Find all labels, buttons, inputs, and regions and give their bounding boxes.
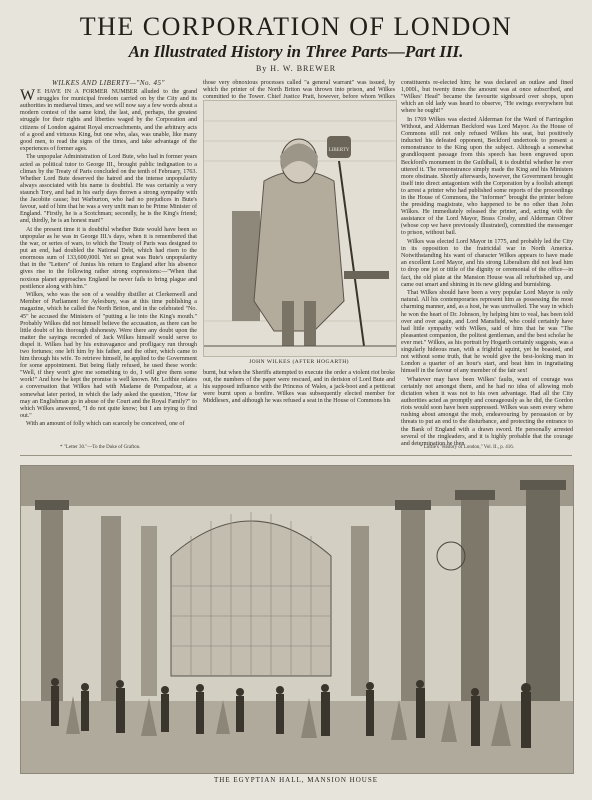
paragraph: That Wilkes should have been a very popular Lord Mayor is only natural. All his contemporaries represent him as possessing the most charming manner, and, as a host, he was unrivalled. The way in which he won the heart of Dr. Johnson, by helping him to veal, has been told over and over again, and Lord Mansfield, who could certainly have had little sympathy with Wilkes, said of him that he was "The pleasantest companion, the politest gentleman, and the best scholar he ever met." Wilkes, as his portrait by Hogarth certainly suggests, was a singularly hideous man, with a frightful squint, yet he boasted, and not without some truth, that he would give the best-looking man in London a quarter of an hour's start, and beat him in ingratiating himself in the favour of any member of the fair sex! [401,290,573,375]
footnote: * "Letter 30."—To the Duke of Grafton. [60,445,141,450]
paragraph: constituents re-elected him; he was declared an outlaw and fined 1,000l., but twenty times the amount was at once subscribed, and "Wilkes' Head" became the favourite signboard over shops, upon which an old lady was heard to observe, "He swings everywhere but where he ought!" [401,80,573,115]
paragraph: W E HAVE IN A FORMER NUMBER alluded to the grand struggles for municipal freedom carried on by the City and its authorities in mediæval times, and we will now say a few words about a modern contest of the same kind, the last, and, perhaps, the greatest struggle for their rights and liberties waged by the Corporation and citizens of London against Royal encroachments, and the arbitrary acts of a good and virtuous King, but one who, alas, was unable, like many good men, to read the signs of the times, and take advantage of the experiences of former ages. [20,87,197,152]
portrait-caption: JOHN WILKES (AFTER HOGARTH) [249,359,349,365]
portrait-engraving [204,101,396,356]
egyptian-hall-illustration [20,465,574,774]
page-title: THE CORPORATION OF LONDON [79,12,513,41]
paragraph: At the present time it is doubtful whether Bute would have been so unpopular as he was in George III.'s days, when it is remembered that the war, or series of wars, to which the Treaty of Paris was designed to put an end, had doubled the National Debt, which had risen to the enormous sum of 133,600,000l. Yet so great was Bute's unpopularity that in the "Letters" of Junius his return to England after his absence gives rise to the following rather strong expressions:—"When that noxious planet approaches England he never fails to bring plague and pestilence along with him." [20,226,197,290]
page-subtitle: An Illustrated History in Three Parts—Part III. [128,42,464,61]
column-2-bottom [203,370,395,430]
paragraph: In 1769 Wilkes was elected Alderman for the Ward of Farringdon Without, and Alderman Beckford was Lord Mayor. As the House of Commons still not only refused Wilkes his seat, but positively inducted his defeated opponent, Beckford undertook to present a remonstrance to the King upon the subject. Although a somewhat grandiloquent passage from this speech has been engraved upon Beckford's monument in the Guildhall, it is doubtful whether he ever uttered it. The remonstrance simply made the King and his Ministers more obstinate. Shortly afterwards, however, the Government brought itself into direct antagonism with the Corporation by a foolish attempt to arrest a printer who had published some reports of the proceedings in the House of Commons, the "informer" brought the printer before the presiding magistrate, who happened to be no other than John Wilkes. He immediately released the printer, and, acting with the assistance of the Lord Mayor, Brass Crosby, and Alderman Oliver (whose cop we have previously illustrated), committed the messenger to prison, without bail. [401,116,573,237]
paragraph: With an amount of folly which can scarcely be conceived, one of [26,421,185,428]
byline: By H. W. BREWER [255,64,337,73]
portrait-illustration [203,100,397,357]
paragraph: Wilkes was elected Lord Mayor in 1775, and probably led the City in its opposition to the fratricidal war in North America. Notwithstanding his want of character Wilkes appears to have made an excellent Lord Mayor, and his strong Liberalism did not lead him to drop one jot or tittle of the dignity or ceremonial of the office—in fact, the old plate at the Mansion House was all refurbished up, and came out smart and shining in its new gilding and burnishing. [401,239,573,288]
paragraph: burnt, but when the Sheriffs attempted to execute the order a violent riot broke out, the numbers of the paper were rescued, and in derision of Lord Bute and his supposed influence with the Princess of Wales, a jack-boot and a petticoat were burnt upon a bonfire. Wilkes was subsequently elected member for Middlesex, and although he was refused a seat in the House of Commons his [203,370,395,405]
footnote: * Loftie's "History of London," Vol. II., p. 416. [420,445,514,450]
cap-label: LIBERTY [328,148,350,153]
paragraph: those very obnoxious processes called "a general warrant" was issued, by which the printer of the North Briton was thrown into prison, and Wilkes committed to the Tower. Chief Justice Pratt, however, before whom Wilkes [203,80,395,101]
hall-engraving [21,466,573,773]
drop-cap: W [20,87,36,105]
section-heading: WILKES AND LIBERTY—"No. 45" [52,79,165,87]
paragraph: Whatever may have been Wilkes' faults, want of courage was certainly not amongst them, and he had no idea of allowing mob dictation when it was not to his own advantage. Had all the City authorities acted as promptly and courageously as he did, the Gordon riots would soon have been suppressed. Wilkes was seen every where rushing about amongst the mob, endeavouring by persuasion or by threats to put an end to the disturbance, and protecting the entrance to the Bank of England with a drawn sword. He personally arrested several of the ringleaders, and it is highly probable that the courage and determination he then [401,376,573,447]
hall-caption: THE EGYPTIAN HALL, MANSION HOUSE [213,776,379,784]
column-1 [20,80,197,440]
column-3 [401,80,573,447]
paragraph: Wilkes, who was the son of a wealthy distiller at Clerkenwell and Member of Parliament for Aylesbury, was at this time publishing a magazine, which he called the North Briton, and in the celebrated "No. 45" he accused the Ministers of "putting a lie into the King's mouth." Probably Wilkes did not himself believe the accusation, as there can be little doubt of his thorough dishonesty. Were there any doubt upon the matter the sayings recorded of Jack Wilkes himself would serve to dispel it. Wilkes had by his extravagance and profligacy run through two fortunes; one left him by his father, and the other, which came to him through his wife. To retrieve himself, he applied to the Government for some appointment. But being flatly refused, he used these words: "Well, if they won't give me something to do, I will give them some work!" And how he kept the promise is well known. Mr. Lofthie relates a conversation that Wilkes had with Madame de Pompadour, at a somewhat later period, in which the lady asked the question, "How far may an Englishman go in abuse of the Court and the Royal Family?" to which Wilkes answered, "I do not quite know; but I am trying to find out." [20,292,197,419]
paragraph: The unpopular Administration of Lord Bute, who had in former years acted as political tutor to George III., brought public indignation to a climax by the Treaty of Paris concluded on the tenth of February, 1763. Whether Lord Bute deserved the hatred and the intense unpopularity always associated with his name is doubtful. He was certainly a very staunch Tory, and had in his early days thrown a strong sympathy with the Jacobite cause; but Warburton, who had no prejudices in Bute's favour, said of him that he was a very unfit man to be Prime Minister of England. "Firstly, he is a Scotchman; secondly, he is the King's friend; and, thirdly, he is an honest man!" [20,154,197,225]
divider [20,455,572,456]
column-2-top [203,80,395,100]
